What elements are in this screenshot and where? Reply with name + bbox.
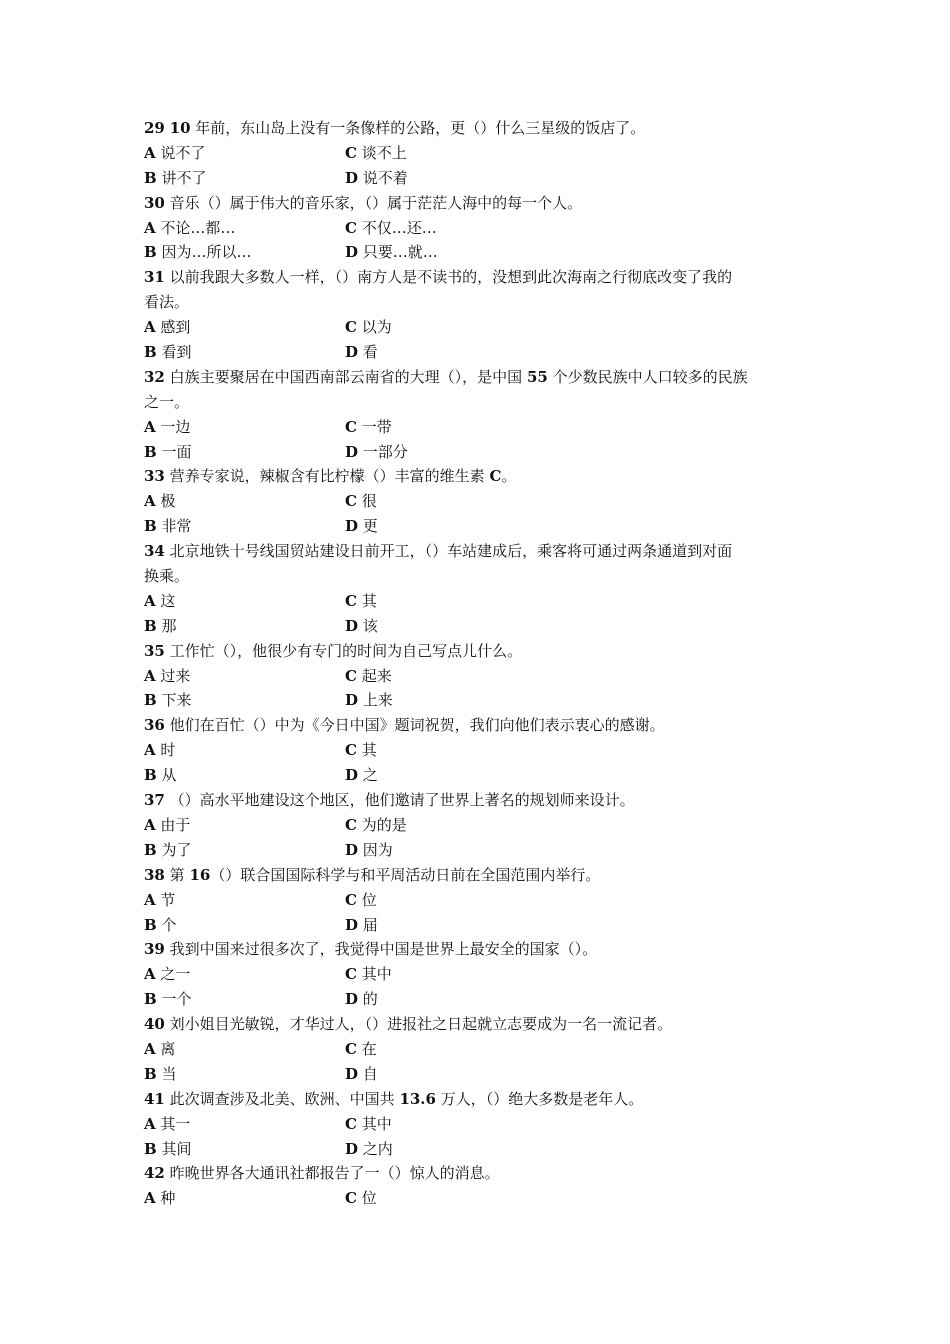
option-letter: C [345, 318, 357, 337]
option-b [144, 614, 345, 639]
option-row [144, 763, 824, 788]
question-stem [144, 1012, 824, 1037]
option-b [144, 340, 345, 365]
question-stem-continued [144, 290, 824, 315]
option-text: 不论…都… [155, 218, 236, 237]
option-letter: B [144, 517, 157, 536]
option-row [144, 1062, 824, 1087]
option-row [144, 838, 824, 863]
option-letter: C [345, 1039, 357, 1058]
option-text: 时 [155, 741, 176, 760]
option-text: 极 [155, 492, 176, 511]
option-text: 讲不了 [156, 168, 207, 187]
option-a [144, 489, 345, 514]
question-text: 刘小姐目光敏锐，才华过人，（）进报社之日起就立志要成为一名一流记者。 [169, 1015, 673, 1034]
option-letter: D [345, 616, 359, 635]
option-letter: D [345, 343, 359, 362]
question-30 [144, 191, 824, 266]
option-d [345, 987, 378, 1012]
option-text: 一个 [156, 990, 192, 1009]
option-letter: C [345, 666, 357, 685]
question-stem-continued [144, 564, 824, 589]
option-text: 因为…所以… [156, 243, 252, 262]
question-40 [144, 1012, 824, 1087]
option-text: 以为 [356, 318, 392, 337]
option-a [144, 813, 345, 838]
option-c [345, 589, 377, 614]
option-letter: A [144, 1039, 156, 1058]
option-c [345, 664, 392, 689]
option-text: 由于 [155, 815, 191, 834]
option-row [144, 315, 824, 340]
option-b [144, 440, 345, 465]
option-d [345, 838, 393, 863]
option-d [345, 1062, 378, 1087]
question-number: 33 [144, 467, 165, 486]
option-text: 节 [155, 890, 176, 909]
question-39 [144, 937, 824, 1012]
question-number: 31 [144, 268, 165, 287]
option-letter: D [345, 915, 359, 934]
option-letter: A [144, 318, 156, 337]
option-row [144, 913, 824, 938]
question-text: 营养专家说，辣椒含有比柠檬（）丰富的维生素 C。 [169, 467, 517, 486]
option-b [144, 514, 345, 539]
option-letter: B [144, 442, 157, 461]
question-number: 32 [144, 367, 165, 386]
option-a [144, 415, 345, 440]
option-text: 其中 [356, 965, 392, 984]
question-stem [144, 1087, 824, 1112]
question-text: 以前我跟大多数人一样，（）南方人是不读书的，没想到此次海南之行彻底改变了我的 [169, 268, 733, 287]
question-text: 之一。 [144, 392, 190, 411]
option-row [144, 141, 824, 166]
option-row [144, 813, 824, 838]
question-stem [144, 265, 824, 290]
option-d [345, 614, 378, 639]
option-letter: B [144, 840, 157, 859]
option-row [144, 514, 824, 539]
question-number: 37 [144, 791, 165, 810]
question-stem [144, 539, 824, 564]
option-text: 非常 [156, 517, 192, 536]
option-row [144, 216, 824, 241]
option-text: 届 [358, 915, 378, 934]
option-c [345, 141, 407, 166]
option-text: 其间 [156, 1139, 192, 1158]
option-text: 之 [358, 766, 378, 785]
option-text: 下来 [156, 691, 192, 710]
option-d [345, 1137, 393, 1162]
option-c [345, 888, 377, 913]
option-letter: D [345, 840, 359, 859]
option-letter: C [345, 1189, 357, 1208]
option-letter: A [144, 965, 156, 984]
option-b [144, 1062, 345, 1087]
option-letter: C [345, 218, 357, 237]
option-a [144, 738, 345, 763]
option-row [144, 614, 824, 639]
option-b [144, 240, 345, 265]
option-c [345, 1112, 392, 1137]
question-38 [144, 863, 824, 938]
option-letter: A [144, 815, 156, 834]
option-letter: C [345, 965, 357, 984]
option-b [144, 987, 345, 1012]
question-41 [144, 1087, 824, 1162]
option-a [144, 1112, 345, 1137]
option-letter: C [345, 417, 357, 436]
option-letter: D [345, 691, 359, 710]
option-row [144, 987, 824, 1012]
question-number: 36 [144, 716, 165, 735]
option-row [144, 340, 824, 365]
option-text: 其一 [155, 1114, 191, 1133]
option-text: 从 [156, 766, 177, 785]
option-row [144, 888, 824, 913]
option-text: 离 [155, 1039, 176, 1058]
option-c [345, 415, 392, 440]
option-letter: C [345, 591, 357, 610]
option-text: 为的是 [356, 815, 407, 834]
option-letter: C [345, 890, 357, 909]
question-34 [144, 539, 824, 639]
option-letter: D [345, 990, 359, 1009]
option-c [345, 1186, 377, 1211]
option-letter: A [144, 417, 156, 436]
question-text: 此次调查涉及北美、欧洲、中国共 13.6 万人，（）绝大多数是老年人。 [169, 1089, 644, 1108]
option-d [345, 166, 408, 191]
option-letter: D [345, 168, 359, 187]
option-text: 其 [356, 591, 377, 610]
option-letter: A [144, 741, 156, 760]
option-letter: C [345, 492, 357, 511]
option-text: 在 [356, 1039, 377, 1058]
option-row [144, 1037, 824, 1062]
question-text: （）高水平地建设这个地区，他们邀请了世界上著名的规划师来设计。 [169, 791, 635, 810]
question-number: 30 [144, 193, 165, 212]
question-number: 39 [144, 940, 165, 959]
option-text: 很 [356, 492, 377, 511]
option-letter: D [345, 243, 359, 262]
question-stem [144, 713, 824, 738]
option-letter: D [345, 1139, 359, 1158]
option-a [144, 664, 345, 689]
option-letter: A [144, 1114, 156, 1133]
option-letter: C [345, 741, 357, 760]
option-text: 位 [356, 890, 377, 909]
option-text: 这 [155, 591, 176, 610]
question-text: 他们在百忙（）中为《今日中国》题词祝贺，我们向他们表示衷心的感谢。 [169, 716, 665, 735]
option-d [345, 688, 393, 713]
option-row [144, 664, 824, 689]
option-a [144, 589, 345, 614]
option-c [345, 738, 377, 763]
option-a [144, 962, 345, 987]
option-letter: B [144, 343, 157, 362]
question-number: 41 [144, 1089, 165, 1108]
option-b [144, 166, 345, 191]
option-letter: A [144, 591, 156, 610]
option-row [144, 240, 824, 265]
option-text: 一部分 [358, 442, 408, 461]
question-text: 工作忙（），他很少有专门的时间为自己写点儿什么。 [169, 641, 523, 660]
question-stem [144, 365, 824, 390]
question-text: 我到中国来过很多次了，我觉得中国是世界上最安全的国家（）。 [169, 940, 598, 959]
option-letter: B [144, 1064, 157, 1083]
option-text: 说不着 [358, 168, 408, 187]
option-text: 看 [358, 343, 378, 362]
option-b [144, 763, 345, 788]
option-text: 其 [356, 741, 377, 760]
option-text: 感到 [155, 318, 191, 337]
option-row [144, 166, 824, 191]
option-c [345, 962, 392, 987]
option-row [144, 1112, 824, 1137]
question-stem [144, 937, 824, 962]
option-text: 一边 [155, 417, 191, 436]
option-text: 那 [156, 616, 177, 635]
option-letter: D [345, 1064, 359, 1083]
option-text: 只要…就… [358, 243, 438, 262]
option-text: 自 [358, 1064, 378, 1083]
option-letter: A [144, 143, 156, 162]
option-row [144, 1186, 824, 1211]
option-letter: B [144, 168, 157, 187]
option-letter: C [345, 815, 357, 834]
question-number: 35 [144, 641, 165, 660]
option-letter: B [144, 616, 157, 635]
question-36 [144, 713, 824, 788]
option-text: 位 [356, 1189, 377, 1208]
option-row [144, 962, 824, 987]
option-text: 之内 [358, 1139, 393, 1158]
option-letter: B [144, 990, 157, 1009]
option-text: 不仅…还… [356, 218, 437, 237]
question-text: 看法。 [144, 293, 190, 312]
option-letter: B [144, 766, 157, 785]
option-c [345, 813, 407, 838]
option-text: 过来 [155, 666, 191, 685]
option-text: 一带 [356, 417, 392, 436]
question-stem [144, 464, 824, 489]
question-number: 34 [144, 542, 165, 561]
option-text: 种 [155, 1189, 176, 1208]
question-stem [144, 863, 824, 888]
option-row [144, 738, 824, 763]
option-letter: A [144, 492, 156, 511]
option-a [144, 216, 345, 241]
question-text: 音乐（）属于伟大的音乐家，（）属于茫茫人海中的每一个人。 [169, 193, 583, 212]
option-letter: B [144, 915, 157, 934]
question-31 [144, 265, 824, 365]
question-text: 换乘。 [144, 567, 190, 586]
option-d [345, 514, 378, 539]
option-letter: C [345, 1114, 357, 1133]
option-a [144, 1186, 345, 1211]
option-d [345, 240, 438, 265]
option-letter: D [345, 442, 359, 461]
option-letter: A [144, 218, 156, 237]
option-b [144, 913, 345, 938]
option-c [345, 1037, 377, 1062]
question-list [144, 116, 824, 1211]
question-stem [144, 639, 824, 664]
option-row [144, 1137, 824, 1162]
question-stem [144, 116, 824, 141]
option-letter: D [345, 766, 359, 785]
option-a [144, 888, 345, 913]
option-text: 谈不上 [356, 143, 407, 162]
option-letter: A [144, 666, 156, 685]
question-32 [144, 365, 824, 465]
question-text: 北京地铁十号线国贸站建设日前开工，（）车站建成后，乘客将可通过两条通道到对面 [169, 542, 733, 561]
question-stem [144, 788, 824, 813]
option-d [345, 913, 378, 938]
option-c [345, 315, 392, 340]
option-b [144, 688, 345, 713]
option-a [144, 315, 345, 340]
option-text: 上来 [358, 691, 393, 710]
question-number: 38 [144, 865, 165, 884]
option-text: 之一 [155, 965, 191, 984]
option-letter: D [345, 517, 359, 536]
option-text: 个 [156, 915, 177, 934]
question-29 [144, 116, 824, 191]
question-stem [144, 1161, 824, 1186]
option-text: 更 [358, 517, 378, 536]
question-number: 42 [144, 1164, 165, 1183]
option-d [345, 440, 408, 465]
option-letter: C [345, 143, 357, 162]
option-letter: B [144, 1139, 157, 1158]
option-a [144, 141, 345, 166]
option-row [144, 415, 824, 440]
question-stem-continued [144, 390, 824, 415]
option-d [345, 763, 378, 788]
option-text: 因为 [358, 840, 393, 859]
option-row [144, 688, 824, 713]
option-text: 该 [358, 616, 378, 635]
question-stem [144, 191, 824, 216]
question-text: 10 年前，东山岛上没有一条像样的公路，更（）什么三星级的饭店了。 [169, 119, 646, 137]
question-text: 白族主要聚居在中国西南部云南省的大理（），是中国 55 个少数民族中人口较多的民族 [169, 367, 748, 386]
option-row [144, 440, 824, 465]
option-text: 起来 [356, 666, 392, 685]
option-row [144, 489, 824, 514]
question-35 [144, 639, 824, 714]
option-c [345, 216, 437, 241]
question-number: 29 [144, 119, 165, 137]
option-letter: B [144, 691, 157, 710]
option-letter: A [144, 890, 156, 909]
option-b [144, 838, 345, 863]
option-text: 说不了 [155, 143, 206, 162]
option-d [345, 340, 378, 365]
question-text: 第 16（）联合国国际科学与和平周活动日前在全国范围内举行。 [169, 865, 601, 884]
option-text: 当 [156, 1064, 177, 1083]
option-letter: A [144, 1189, 156, 1208]
question-33 [144, 464, 824, 539]
option-text: 看到 [156, 343, 192, 362]
option-text: 一面 [156, 442, 192, 461]
option-letter: B [144, 243, 157, 262]
question-number: 40 [144, 1015, 165, 1034]
option-text: 其中 [356, 1114, 392, 1133]
option-c [345, 489, 377, 514]
option-text: 为了 [156, 840, 192, 859]
question-37 [144, 788, 824, 863]
option-text: 的 [358, 990, 378, 1009]
question-text: 昨晚世界各大通讯社都报告了一（）惊人的消息。 [169, 1164, 500, 1183]
option-a [144, 1037, 345, 1062]
question-42 [144, 1161, 824, 1211]
option-row [144, 589, 824, 614]
option-b [144, 1137, 345, 1162]
